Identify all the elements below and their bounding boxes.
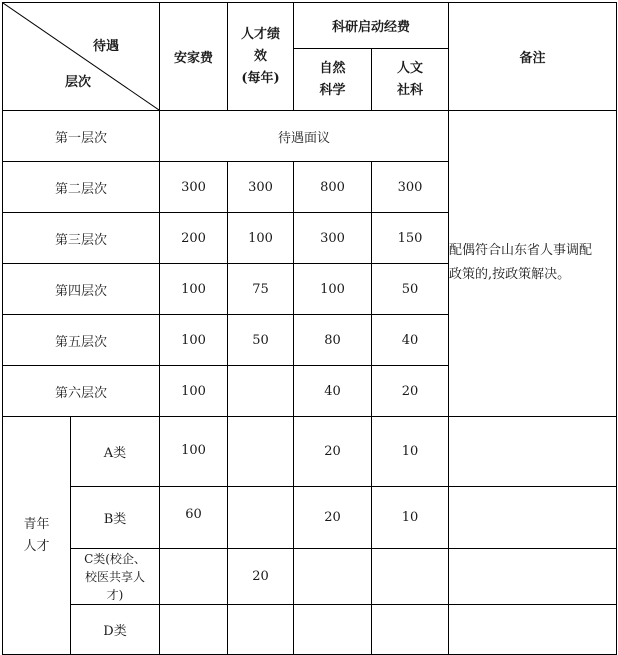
header-natural-science-line2: 科学 (319, 82, 346, 98)
science-value: 20 (294, 487, 372, 549)
performance-value (228, 366, 294, 417)
humanities-value: 20 (372, 366, 449, 417)
settle-value (160, 549, 228, 605)
performance-value: 20 (228, 549, 294, 605)
header-humanities (372, 49, 449, 111)
science-value: 300 (294, 213, 372, 264)
corner-label-level: 层次 (65, 75, 92, 90)
science-value: 800 (294, 162, 372, 213)
performance-value (228, 417, 294, 487)
humanities-value: 150 (372, 213, 449, 264)
corner-header-cell (3, 3, 160, 111)
remark-empty-cell (449, 417, 617, 487)
header-natural-science-line1: 自然 (319, 60, 346, 76)
humanities-value: 50 (372, 264, 449, 315)
youth-group-line1: 青年 (23, 516, 50, 532)
negotiated-cell: 待遇面议 (160, 111, 449, 162)
header-settle: 安家费 (160, 3, 228, 111)
youth-c-line2: 校医共享人 (84, 569, 145, 584)
science-value: 80 (294, 315, 372, 366)
remark-empty-cell (449, 549, 617, 605)
remark-empty-cell (449, 487, 617, 549)
level-label: 第二层次 (3, 162, 160, 213)
settle-value: 100 (160, 264, 228, 315)
settle-value: 100 (160, 417, 228, 487)
remark-line2: 政策的,按政策解决。 (449, 267, 571, 282)
table-row (3, 487, 617, 549)
science-value: 20 (294, 417, 372, 487)
humanities-value: 40 (372, 315, 449, 366)
youth-c-line1: C类(校企、 (84, 551, 146, 566)
talent-benefits-table (2, 2, 617, 655)
humanities-value (372, 549, 449, 605)
level-label: 第四层次 (3, 264, 160, 315)
science-value: 100 (294, 264, 372, 315)
performance-value: 300 (228, 162, 294, 213)
settle-value: 200 (160, 213, 228, 264)
humanities-value: 10 (372, 417, 449, 487)
youth-category-label: A类 (71, 417, 160, 487)
remark-cell (449, 111, 617, 417)
level-label: 第五层次 (3, 315, 160, 366)
performance-value: 75 (228, 264, 294, 315)
header-performance (228, 3, 294, 111)
header-natural-science (294, 49, 372, 111)
table-row (3, 111, 617, 162)
table-row (3, 549, 617, 605)
remark-line1: 配偶符合山东省人事调配 (449, 243, 593, 258)
level-label: 第三层次 (3, 213, 160, 264)
performance-value (228, 487, 294, 549)
settle-value: 300 (160, 162, 228, 213)
performance-value: 50 (228, 315, 294, 366)
header-remark: 备注 (449, 3, 617, 111)
settle-value: 60 (160, 487, 228, 549)
youth-category-label (71, 549, 160, 605)
youth-category-label: D类 (71, 605, 160, 655)
youth-c-line3: 才) (106, 587, 124, 602)
remark-empty-cell (449, 605, 617, 655)
header-performance-line2: 效 (253, 48, 267, 64)
level-label: 第六层次 (3, 366, 160, 417)
header-performance-line3: (每年) (241, 70, 280, 86)
settle-value: 100 (160, 366, 228, 417)
header-humanities-line1: 人文 (397, 60, 424, 76)
corner-label-treatment: 待遇 (92, 39, 119, 54)
humanities-value: 10 (372, 487, 449, 549)
performance-value: 100 (228, 213, 294, 264)
header-research: 科研启动经费 (294, 3, 449, 49)
youth-group-label (3, 417, 71, 655)
level-label: 第一层次 (3, 111, 160, 162)
diagonal-divider (3, 3, 159, 110)
youth-category-label: B类 (71, 487, 160, 549)
table-row (3, 605, 617, 655)
header-humanities-line2: 社科 (397, 82, 424, 98)
youth-group-line2: 人才 (23, 538, 50, 554)
settle-value (160, 605, 228, 655)
science-value (294, 549, 372, 605)
humanities-value (372, 605, 449, 655)
science-value (294, 605, 372, 655)
settle-value: 100 (160, 315, 228, 366)
header-performance-line1: 人才绩 (240, 26, 280, 42)
table-row (3, 417, 617, 487)
science-value: 40 (294, 366, 372, 417)
performance-value (228, 605, 294, 655)
humanities-value: 300 (372, 162, 449, 213)
